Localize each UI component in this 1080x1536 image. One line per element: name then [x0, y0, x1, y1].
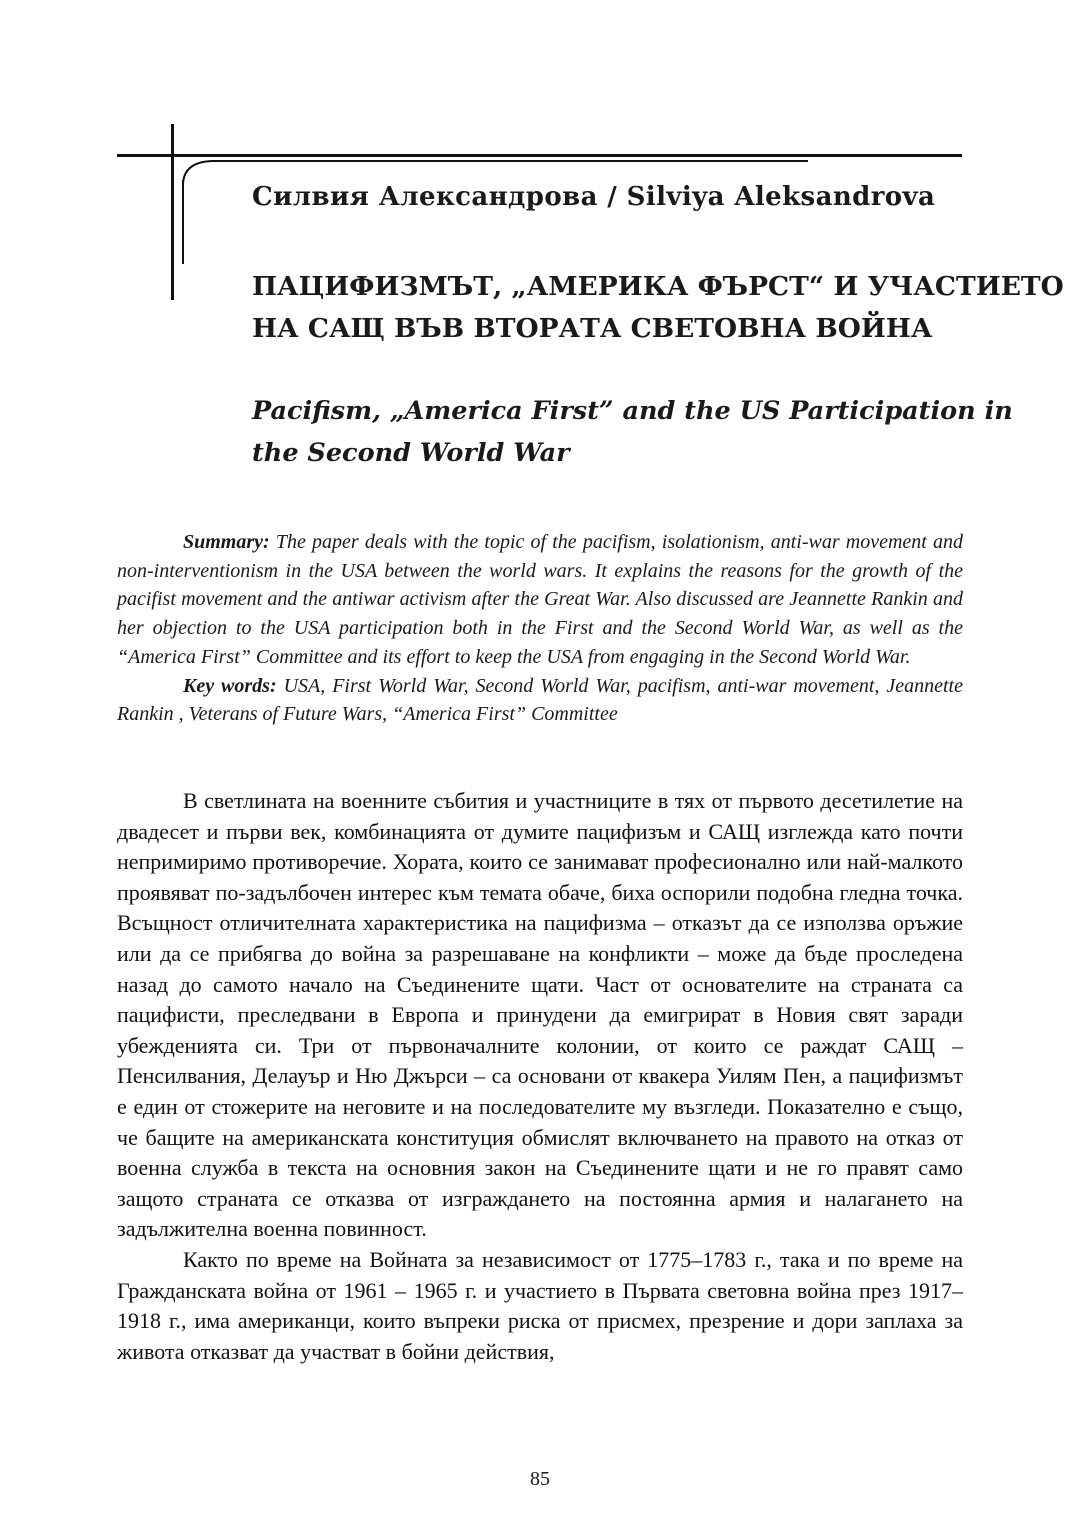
body-paragraph-1: В светлината на военните събития и участниците в тях от първото десетилетие на двадесет и първи век, комбинацията от думите пацифизъм и САЩ изглежда като почти непримиримо противоречие. Хората, които се занимават професионално или най-малкото проявяват по-задълбочен интерес към темата обаче, биха оспорили подобна гледна точка. Всъщност отличителната характеристика на пацифизма – отказът да се използва оръжие или да се прибягва до война за разрешаване на конфликти – може да бъде проследена назад до самото начало на Съединените щати. Част от основателите на страната са пацифисти, преследвани в Европа и принудени да емигрират в Новия свят заради убежденията си. Три от първоначалните колонии, от които се раждат САЩ – Пенсилвания, Делауър и Ню Джърси – са основани от квакера Уилям Пен, а пацифизмът е един от стожерите на неговите и на последователите му възгледи. Показателно е също, че бащите на американската конституция обмислят включването на правото на отказ от военна служба в текста на основния закон на Съединените щати и не го правят само защото страната се отказва от изграждането на постоянна армия и налагането на задължителна военна повинност.: [117, 788, 963, 1242]
decor-inner-vertical-rule: [182, 180, 184, 264]
body-text: [117, 786, 963, 1367]
title-bg-line-1: ПАЦИФИЗМЪТ, „АМЕРИКА ФЪРСТ“ И УЧАСТИЕТО: [252, 271, 1064, 302]
summary-label: Summary:: [183, 531, 270, 553]
decor-horizontal-rule: [117, 154, 962, 157]
author-name: Силвия Александрова / Silviya Aleksandrova: [252, 182, 936, 212]
title-en-line-1: Pacifism, „America First” and the US Participation in: [252, 396, 1013, 426]
title-bg-line-2: НА САЩ ВЪВ ВТОРАТА СВЕТОВНА ВОЙНА: [252, 313, 933, 344]
keywords-paragraph: [117, 672, 963, 729]
page-number: 85: [530, 1468, 550, 1490]
body-paragraph-2: Както по време на Войната за независимост от 1775–1783 г., така и по време на Гражданската война от 1961 – 1965 г. и участието в Първата световна война през 1917–1918 г., има американци, които въпреки риска от присмех, презрение и дори заплаха за живота отказват да участват в бойни действия,: [117, 1246, 963, 1364]
decor-vertical-rule: [171, 124, 174, 300]
summary-paragraph: [117, 528, 963, 672]
keywords-text: USA, First World War, Second World War, pacifism, anti-war movement, Jeannette Rankin , Veterans of Future Wars, “America First” Committee: [117, 674, 963, 726]
keywords-label: Key words:: [183, 674, 277, 697]
title-en-line-2: the Second World War: [252, 438, 570, 468]
abstract: [117, 528, 963, 729]
paper-title-english: [252, 390, 1012, 474]
paper-title-bulgarian: [252, 266, 1064, 350]
summary-text: The paper deals with the topic of the pacifism, isolationism, anti-war movement and non-interventionism in the USA between the world wars. It explains the reasons for the growth of the pacifist movement and the antiwar activism after the Great War. Also discussed are Jeannette Rankin and her objection to the USA participation both in the First and the Second World War, as well as the “America First” Committee and its effort to keep the USA from engaging in the Second World War.: [117, 531, 963, 668]
